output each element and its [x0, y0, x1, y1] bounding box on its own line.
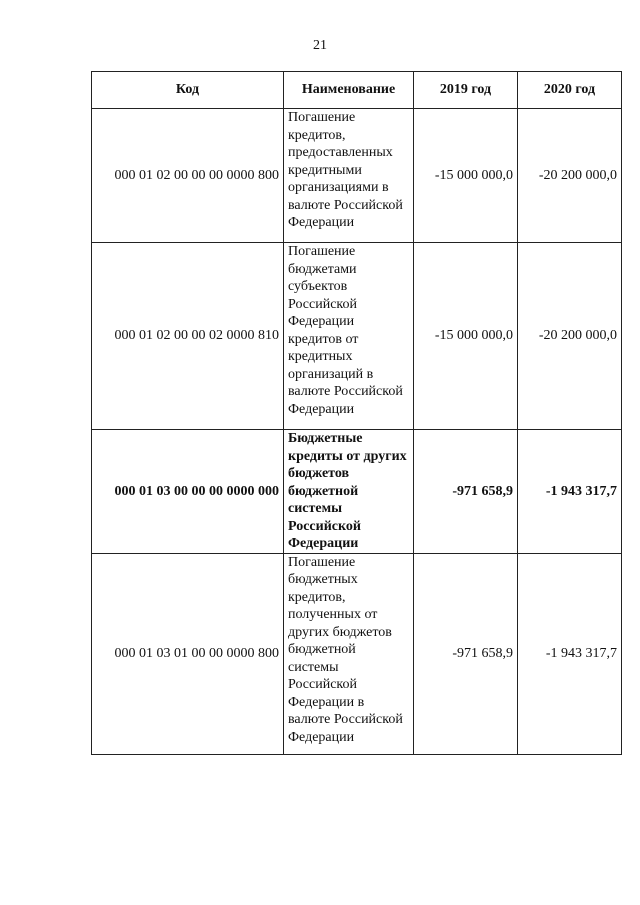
header-2020: 2020 год — [518, 72, 622, 109]
cell-2019: -15 000 000,0 — [414, 243, 518, 430]
cell-name: Погашение бюджетами субъектов Российской Федерации кредитов от кредитных организаций в валюте Российской Федерации — [284, 243, 414, 430]
table-header-row — [92, 72, 622, 109]
table-row-bold — [92, 430, 622, 554]
cell-2019: -971 658,9 — [414, 553, 518, 754]
cell-2020: -20 200 000,0 — [518, 109, 622, 243]
cell-code: 000 01 03 00 00 00 0000 000 — [92, 430, 284, 554]
cell-code: 000 01 02 00 00 02 0000 810 — [92, 243, 284, 430]
header-name: Наименование — [284, 72, 414, 109]
header-2019: 2019 год — [414, 72, 518, 109]
cell-name: Погашение кредитов, предоставленных кредитными организациями в валюте Российской Федерации — [284, 109, 414, 243]
header-code: Код — [92, 72, 284, 109]
cell-2020: -20 200 000,0 — [518, 243, 622, 430]
table-row — [92, 553, 622, 754]
cell-name: Погашение бюджетных кредитов, полученных от других бюджетов бюджетной системы Российской Федерации в валюте Российской Федерации — [284, 553, 414, 754]
page-number: 21 — [313, 38, 327, 53]
table-row — [92, 109, 622, 243]
table-row — [92, 243, 622, 430]
cell-code: 000 01 02 00 00 00 0000 800 — [92, 109, 284, 243]
cell-2019: -15 000 000,0 — [414, 109, 518, 243]
cell-2020: -1 943 317,7 — [518, 430, 622, 554]
cell-name: Бюджетные кредиты от других бюджетов бюджетной системы Российской Федерации — [284, 430, 414, 554]
cell-code: 000 01 03 01 00 00 0000 800 — [92, 553, 284, 754]
cell-2019: -971 658,9 — [414, 430, 518, 554]
budget-sources-table — [91, 71, 622, 755]
cell-2020: -1 943 317,7 — [518, 553, 622, 754]
